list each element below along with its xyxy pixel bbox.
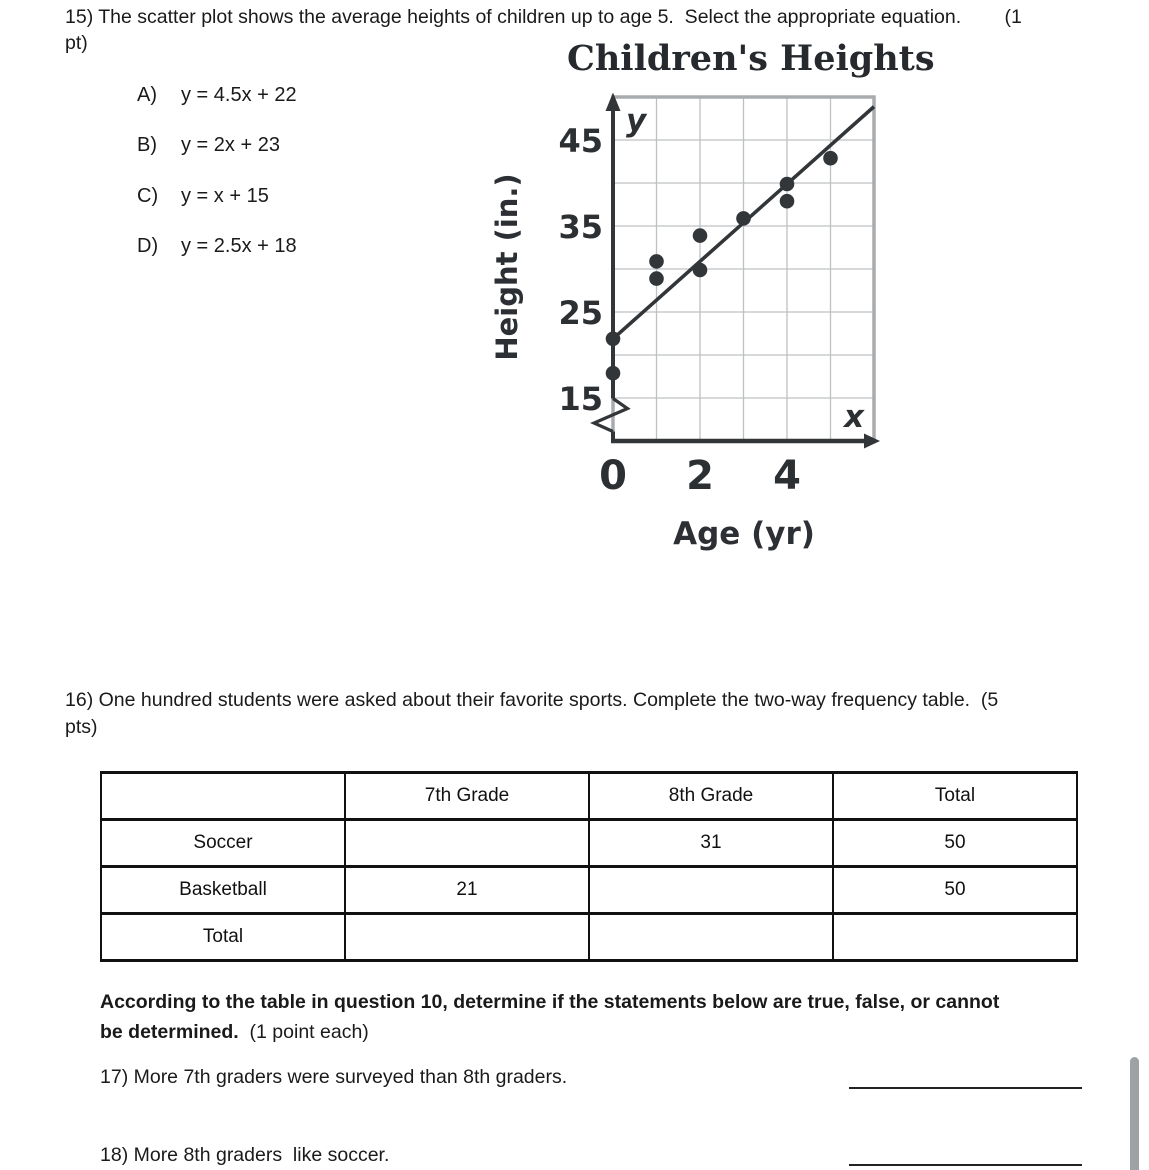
answer-choice-d (137, 235, 297, 258)
choice-a-equation: y = 4.5x + 22 (181, 84, 297, 106)
scatter-point (649, 271, 664, 286)
frequency-table (100, 771, 1078, 962)
scatter-point (606, 332, 621, 347)
answer-blank-18 (849, 1164, 1082, 1166)
scatter-point (606, 366, 621, 381)
statement-18-text: 18) More 8th graders like soccer. (100, 1144, 390, 1166)
cell-total-total (833, 914, 1077, 961)
x-axis-arrow (864, 434, 880, 449)
header-cell-7th: 7th Grade (345, 773, 589, 820)
choice-d-label: D) (137, 235, 159, 257)
chart-title: Children's Heights (567, 38, 935, 79)
row-label-total: Total (101, 914, 345, 961)
x-tick-label: 2 (686, 453, 714, 498)
y-tick-label: 15 (558, 380, 603, 418)
table-header-row (101, 773, 1077, 820)
scatter-plot-svg (540, 88, 888, 498)
choice-b-label: B) (137, 134, 157, 156)
table-row-basketball (101, 867, 1077, 914)
row-label-basketball: Basketball (101, 867, 345, 914)
question-15-text-line1: 15) The scatter plot shows the average heights of children up to age 5. Select the appropriate equation. (1 (65, 6, 1022, 28)
instruction-text-line2 (100, 1017, 369, 1047)
statement-17-text: 17) More 7th graders were surveyed than 8th graders. (100, 1066, 568, 1088)
choice-c-equation: y = x + 15 (181, 185, 269, 207)
table-row-soccer (101, 820, 1077, 867)
question-16-text-line2: pts) (65, 716, 98, 738)
chart-x-axis-title: Age (yr) (673, 516, 815, 552)
answer-choice-c (137, 185, 269, 208)
x-tick-label: 4 (773, 453, 801, 498)
chart-y-axis-title: Height (in.) (490, 173, 524, 361)
cell-basketball-7th: 21 (345, 867, 589, 914)
cell-total-7th (345, 914, 589, 961)
x-axis-letter: x (844, 399, 864, 435)
y-tick-label: 45 (558, 122, 603, 160)
cell-total-8th (589, 914, 833, 961)
answer-choice-a (137, 84, 297, 107)
instruction-bold-part: be determined. (100, 1021, 239, 1043)
table-row-total (101, 914, 1077, 961)
instruction-normal-part: (1 point each) (238, 1021, 369, 1043)
cell-soccer-total: 50 (833, 820, 1077, 867)
header-cell-8th: 8th Grade (589, 773, 833, 820)
cell-basketball-8th (589, 867, 833, 914)
answer-blank-17 (849, 1087, 1082, 1089)
cell-basketball-total: 50 (833, 867, 1077, 914)
instruction-text-line1: According to the table in question 10, determine if the statements below are true, false, or cannot (100, 991, 1000, 1013)
scrollbar-thumb[interactable] (1130, 1057, 1139, 1170)
y-tick-label: 25 (558, 294, 603, 332)
header-cell-total: Total (833, 773, 1077, 820)
scatter-point (649, 254, 664, 269)
choice-d-equation: y = 2.5x + 18 (181, 235, 297, 257)
question-16-text-line1: 16) One hundred students were asked about their favorite sports. Complete the two-way frequency table. (5 (65, 689, 999, 711)
scatter-point (693, 228, 708, 243)
choice-a-label: A) (137, 84, 157, 106)
row-label-soccer: Soccer (101, 820, 345, 867)
x-tick-label: 0 (599, 453, 627, 498)
scatter-point (823, 151, 838, 166)
choice-c-label: C) (137, 185, 159, 207)
scatter-point (736, 211, 751, 226)
cell-soccer-7th (345, 820, 589, 867)
answer-choice-b (137, 134, 280, 157)
scatter-point (693, 263, 708, 278)
choice-b-equation: y = 2x + 23 (181, 134, 280, 156)
scatter-point (780, 194, 795, 209)
y-tick-label: 35 (558, 208, 603, 246)
cell-soccer-8th: 31 (589, 820, 833, 867)
header-cell-blank (101, 773, 345, 820)
question-15-text-line2: pt) (65, 32, 88, 54)
scatter-point (780, 177, 795, 192)
y-axis-letter: y (626, 103, 647, 139)
